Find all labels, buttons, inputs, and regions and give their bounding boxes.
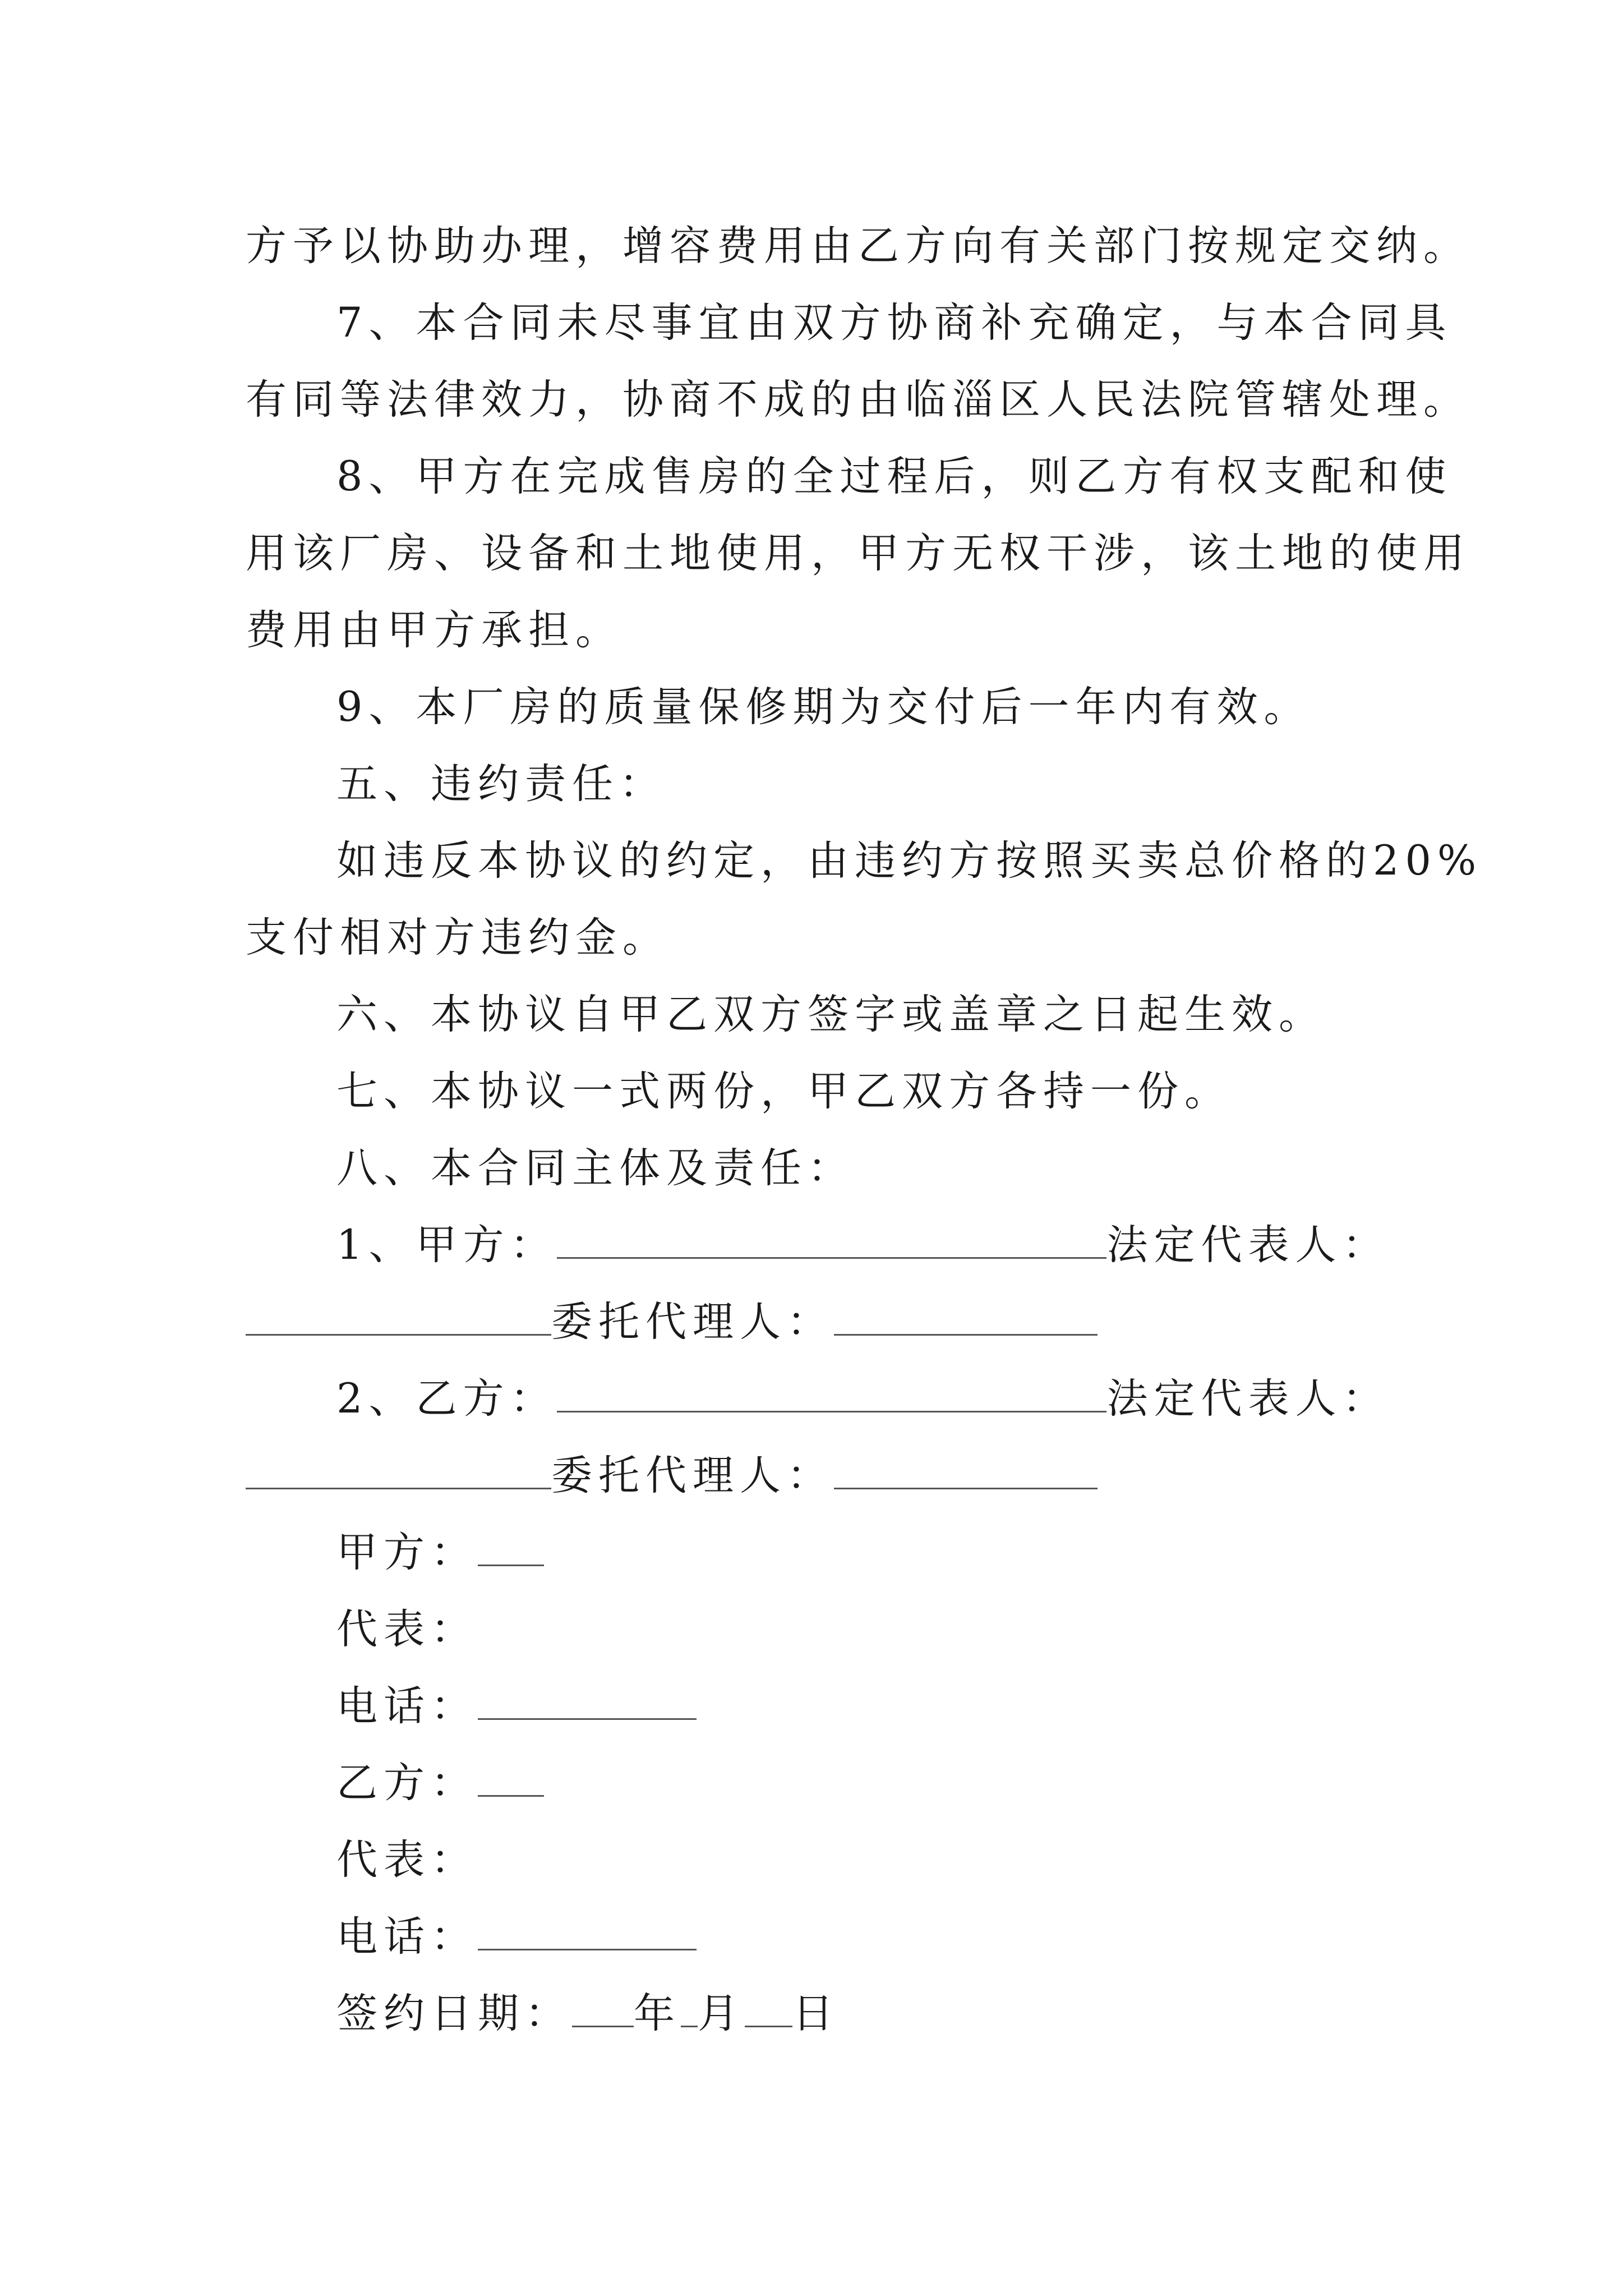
party-a-name-blank[interactable] [557, 1220, 1106, 1259]
signature-party-b-phone-blank[interactable] [478, 1912, 697, 1950]
party-a-agent-label: 委托代理人： [551, 1298, 834, 1346]
party-b-agent-blank[interactable] [834, 1451, 1098, 1489]
signature-party-b-rep [246, 1821, 1395, 1898]
section-heading: 六、本协议自甲乙双方签字或盖章之日起生效。 [336, 991, 1326, 1038]
signing-day-label: 日 [792, 1990, 840, 2037]
paragraph-line: 有同等法律效力，协商不成的由临淄区人民法院管辖处理。 [246, 376, 1470, 424]
paragraph-line: 方予以协助办理，增容费用由乙方向有关部门按规定交纳。 [246, 222, 1470, 270]
party-a-line [246, 1207, 1395, 1283]
paragraph-line: 8、甲方在完成售房的全过程后，则乙方有权支配和使 [336, 453, 1453, 500]
signature-party-a-phone-label: 电话： [336, 1682, 478, 1730]
signature-party-b-blank[interactable] [478, 1758, 544, 1797]
party-b-legal-rep-label: 法定代表人： [1106, 1375, 1390, 1423]
signature-party-b-phone-label: 电话： [336, 1913, 478, 1961]
signature-party-a [246, 1514, 1395, 1591]
signature-party-a-label: 甲方： [336, 1529, 478, 1576]
signature-party-a-phone-blank[interactable] [478, 1681, 697, 1720]
signing-day-blank[interactable] [745, 1989, 792, 2027]
section-heading: 七、本协议一式两份，甲乙双方各持一份。 [336, 1068, 1232, 1115]
party-b-name-blank[interactable] [557, 1374, 1106, 1412]
party-a-label: 1、甲方： [336, 1221, 557, 1269]
paragraph-line: 费用由甲方承担。 [246, 606, 623, 654]
signature-party-a-rep [246, 1591, 1395, 1668]
document-body [246, 208, 1483, 2052]
party-a-agent-blank[interactable] [834, 1297, 1098, 1336]
section-heading: 五、违约责任： [336, 760, 666, 808]
signature-party-b-label: 乙方： [336, 1759, 478, 1807]
signing-year-label: 年 [634, 1990, 681, 2037]
signing-month-blank[interactable] [681, 1989, 698, 2027]
party-b-legal-rep-blank[interactable] [246, 1451, 551, 1489]
paragraph-line: 9、本厂房的质量保修期为交付后一年内有效。 [336, 683, 1311, 731]
signature-party-b-phone [246, 1898, 1395, 1975]
paragraph-line: 支付相对方违约金。 [246, 914, 670, 961]
signing-year-blank[interactable] [572, 1989, 634, 2027]
signing-date [246, 1975, 1395, 2052]
signing-month-label: 月 [698, 1990, 745, 2037]
party-b-label: 2、乙方： [336, 1375, 557, 1423]
section-heading: 八、本合同主体及责任： [336, 1144, 855, 1192]
party-a-legal-rep-blank[interactable] [246, 1297, 551, 1336]
party-b-rep-line [246, 1437, 1395, 1514]
signature-party-b-rep-label: 代表： [336, 1836, 478, 1884]
signature-party-a-phone [246, 1668, 1395, 1745]
signature-party-a-blank[interactable] [478, 1527, 544, 1566]
party-a-rep-line [246, 1283, 1395, 1360]
paragraph-line: 如违反本协议的约定，由违约方按照买卖总价格的20% [336, 837, 1483, 885]
signature-party-b [246, 1745, 1395, 1821]
paragraph-line: 7、本合同未尽事宜由双方协商补充确定，与本合同具 [336, 299, 1453, 347]
party-a-legal-rep-label: 法定代表人： [1106, 1221, 1390, 1269]
party-b-agent-label: 委托代理人： [551, 1452, 834, 1499]
signing-date-label: 签约日期： [336, 1990, 572, 2037]
party-b-line [246, 1360, 1395, 1437]
signature-party-a-rep-label: 代表： [336, 1605, 478, 1653]
paragraph-line: 用该厂房、设备和土地使用，甲方无权干涉，该土地的使用 [246, 530, 1470, 577]
